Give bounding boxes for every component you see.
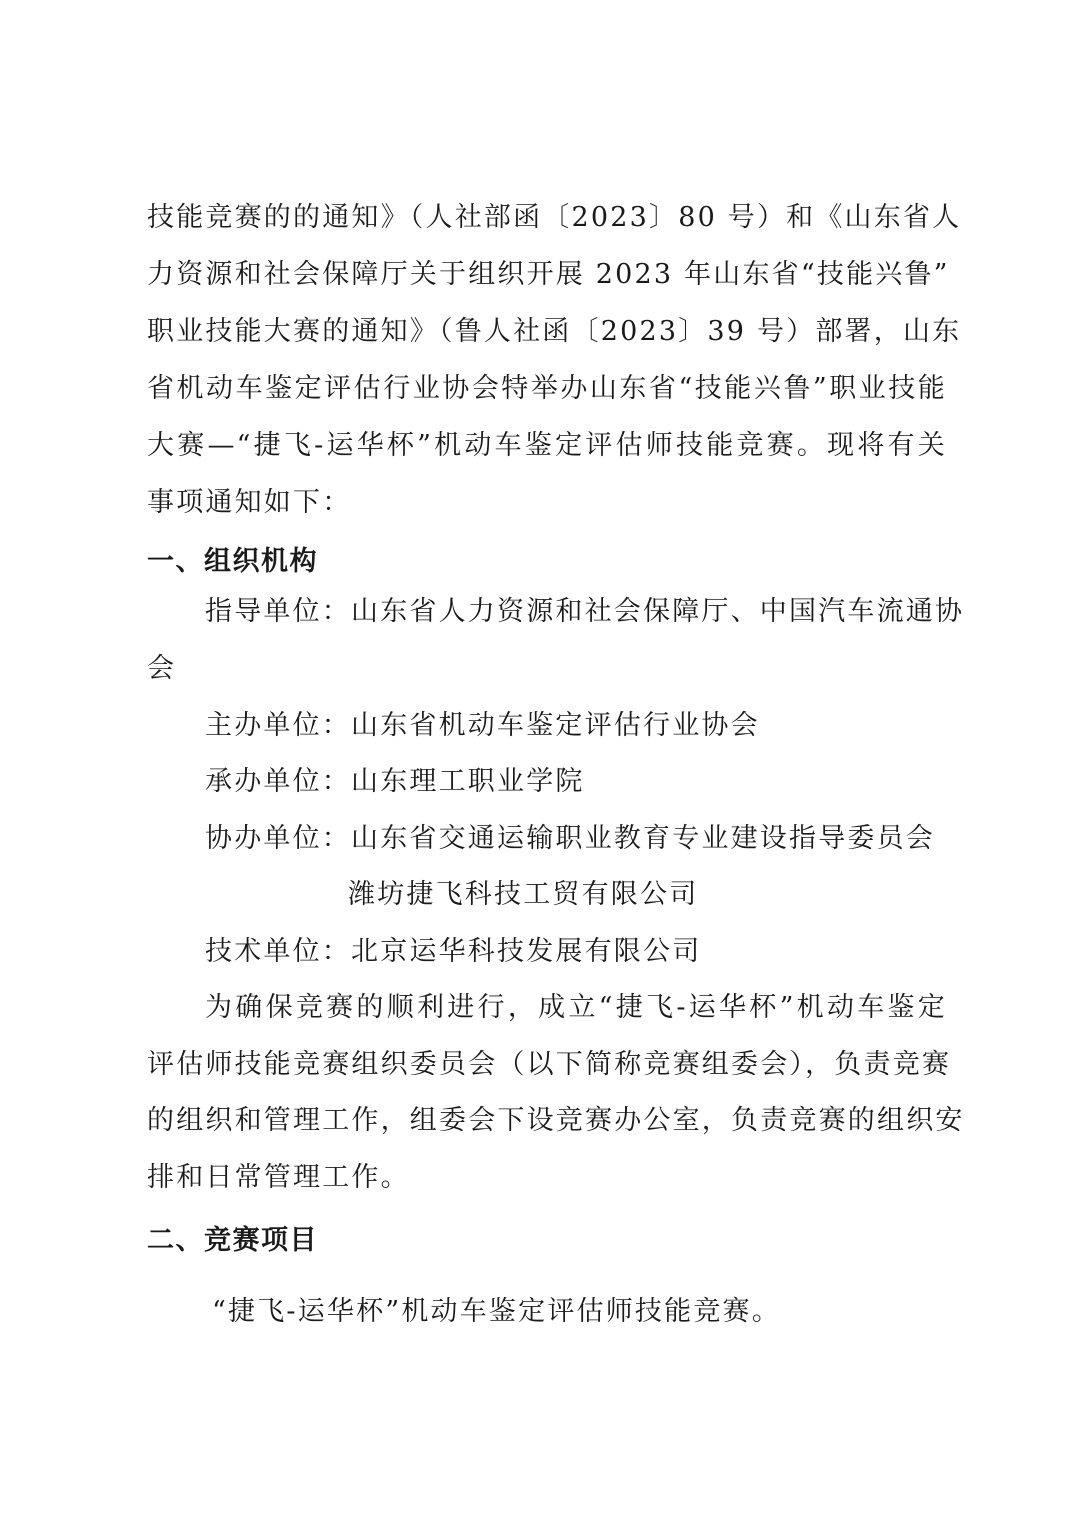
section-heading-organization: 一、组织机构	[147, 546, 318, 577]
intro-line: 力资源和社会保障厅关于组织开展 2023 年山东省“技能兴鲁”	[147, 259, 950, 290]
guide-unit-line: 指导单位：山东省人力资源和社会保障厅、中国汽车流通协	[205, 596, 965, 627]
intro-line: 事项通知如下：	[147, 487, 352, 518]
section-heading-competition: 二、竞赛项目	[147, 1225, 318, 1256]
intro-line: 职业技能大赛的通知》（鲁人社函〔2023〕39 号）部署，山东	[147, 316, 962, 347]
intro-line: 大赛—“捷飞-运华杯”机动车鉴定评估师技能竞赛。现将有关	[147, 430, 947, 461]
guide-unit-line: 会	[147, 653, 177, 684]
intro-line: 技能竞赛的的通知》（人社部函〔2023〕80 号）和《山东省人	[147, 202, 962, 233]
co-organizer-unit: 协办单位：山东省交通运输职业教育专业建设指导委员会	[205, 823, 935, 854]
competition-item: “捷飞-运华杯”机动车鉴定评估师技能竞赛。	[212, 1296, 781, 1327]
committee-paragraph-line: 的组织和管理工作，组委会下设竞赛办公室，负责竞赛的组织安	[147, 1105, 965, 1136]
co-organizer-unit-2: 潍坊捷飞科技工贸有限公司	[348, 879, 699, 910]
tech-unit: 技术单位：北京运华科技发展有限公司	[205, 936, 702, 967]
committee-paragraph-line: 为确保竞赛的顺利进行，成立“捷飞-运华杯”机动车鉴定	[205, 992, 947, 1023]
committee-paragraph-line: 评估师技能竞赛组织委员会（以下简称竞赛组委会），负责竞赛	[147, 1049, 952, 1080]
intro-line: 省机动车鉴定评估行业协会特举办山东省“技能兴鲁”职业技能	[147, 373, 947, 404]
organizer-unit: 承办单位：山东理工职业学院	[205, 766, 585, 797]
committee-paragraph-line: 排和日常管理工作。	[147, 1162, 410, 1193]
host-unit: 主办单位：山东省机动车鉴定评估行业协会	[205, 710, 760, 741]
